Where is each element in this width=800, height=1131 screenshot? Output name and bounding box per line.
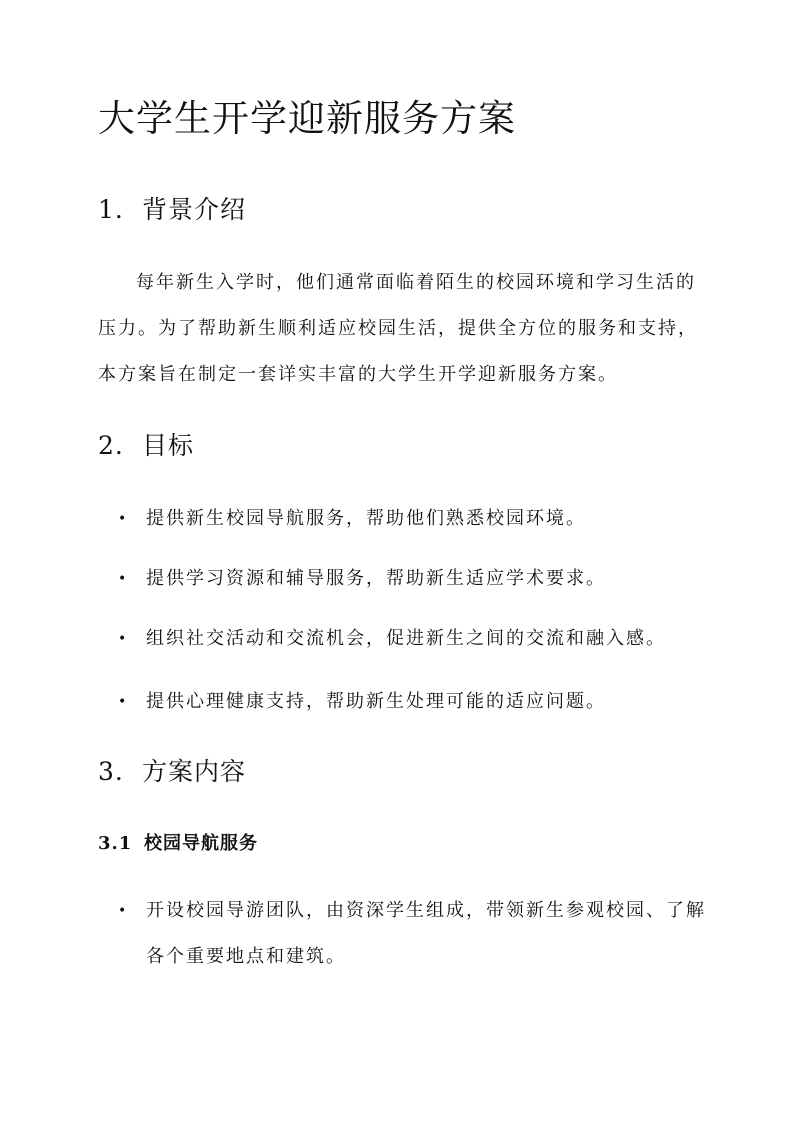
section-number: 3. (98, 757, 124, 786)
list-item (118, 496, 708, 542)
list-item-text: 提供学习资源和辅导服务，帮助新生适应学术要求。 (146, 568, 606, 589)
section-number: 2. (98, 431, 124, 460)
section-heading-goals (98, 428, 194, 464)
bullet-icon: • (118, 631, 129, 647)
background-paragraph: 每年新生入学时，他们通常面临着陌生的校园环境和学习生活的压力。为了帮助新生顺利适应校园生活，提供全方位的服务和支持，本方案旨在制定一套详实丰富的大学生开学迎新服务方案。 (98, 272, 698, 385)
section-heading-plan-content (98, 754, 246, 790)
list-item (118, 679, 708, 725)
subsection-title: 校园导航服务 (144, 833, 258, 854)
document-title: 大学生开学迎新服务方案 (98, 97, 516, 140)
list-item-text: 开设校园导游团队，由资深学生组成，带领新生参观校园、了解各个重要地点和建筑。 (146, 900, 706, 967)
list-item (118, 888, 708, 980)
bullet-icon: • (118, 571, 129, 587)
list-item-text: 提供新生校园导航服务，帮助他们熟悉校园环境。 (146, 508, 586, 529)
list-item (118, 556, 708, 602)
section-title: 方案内容 (142, 757, 247, 786)
section-heading-background (98, 192, 246, 228)
section-title: 背景介绍 (142, 195, 247, 224)
list-item (118, 616, 708, 662)
section-title: 目标 (142, 431, 195, 460)
list-item-text: 组织社交活动和交流机会，促进新生之间的交流和融入感。 (146, 628, 666, 649)
subsection-heading-campus-navigation (98, 830, 258, 858)
bullet-icon: • (118, 511, 129, 527)
bullet-icon: • (118, 903, 129, 919)
section-number: 1. (98, 195, 124, 224)
bullet-icon: • (118, 694, 129, 710)
list-item-text: 提供心理健康支持，帮助新生处理可能的适应问题。 (146, 691, 606, 712)
subsection-number: 3.1 (98, 833, 133, 854)
